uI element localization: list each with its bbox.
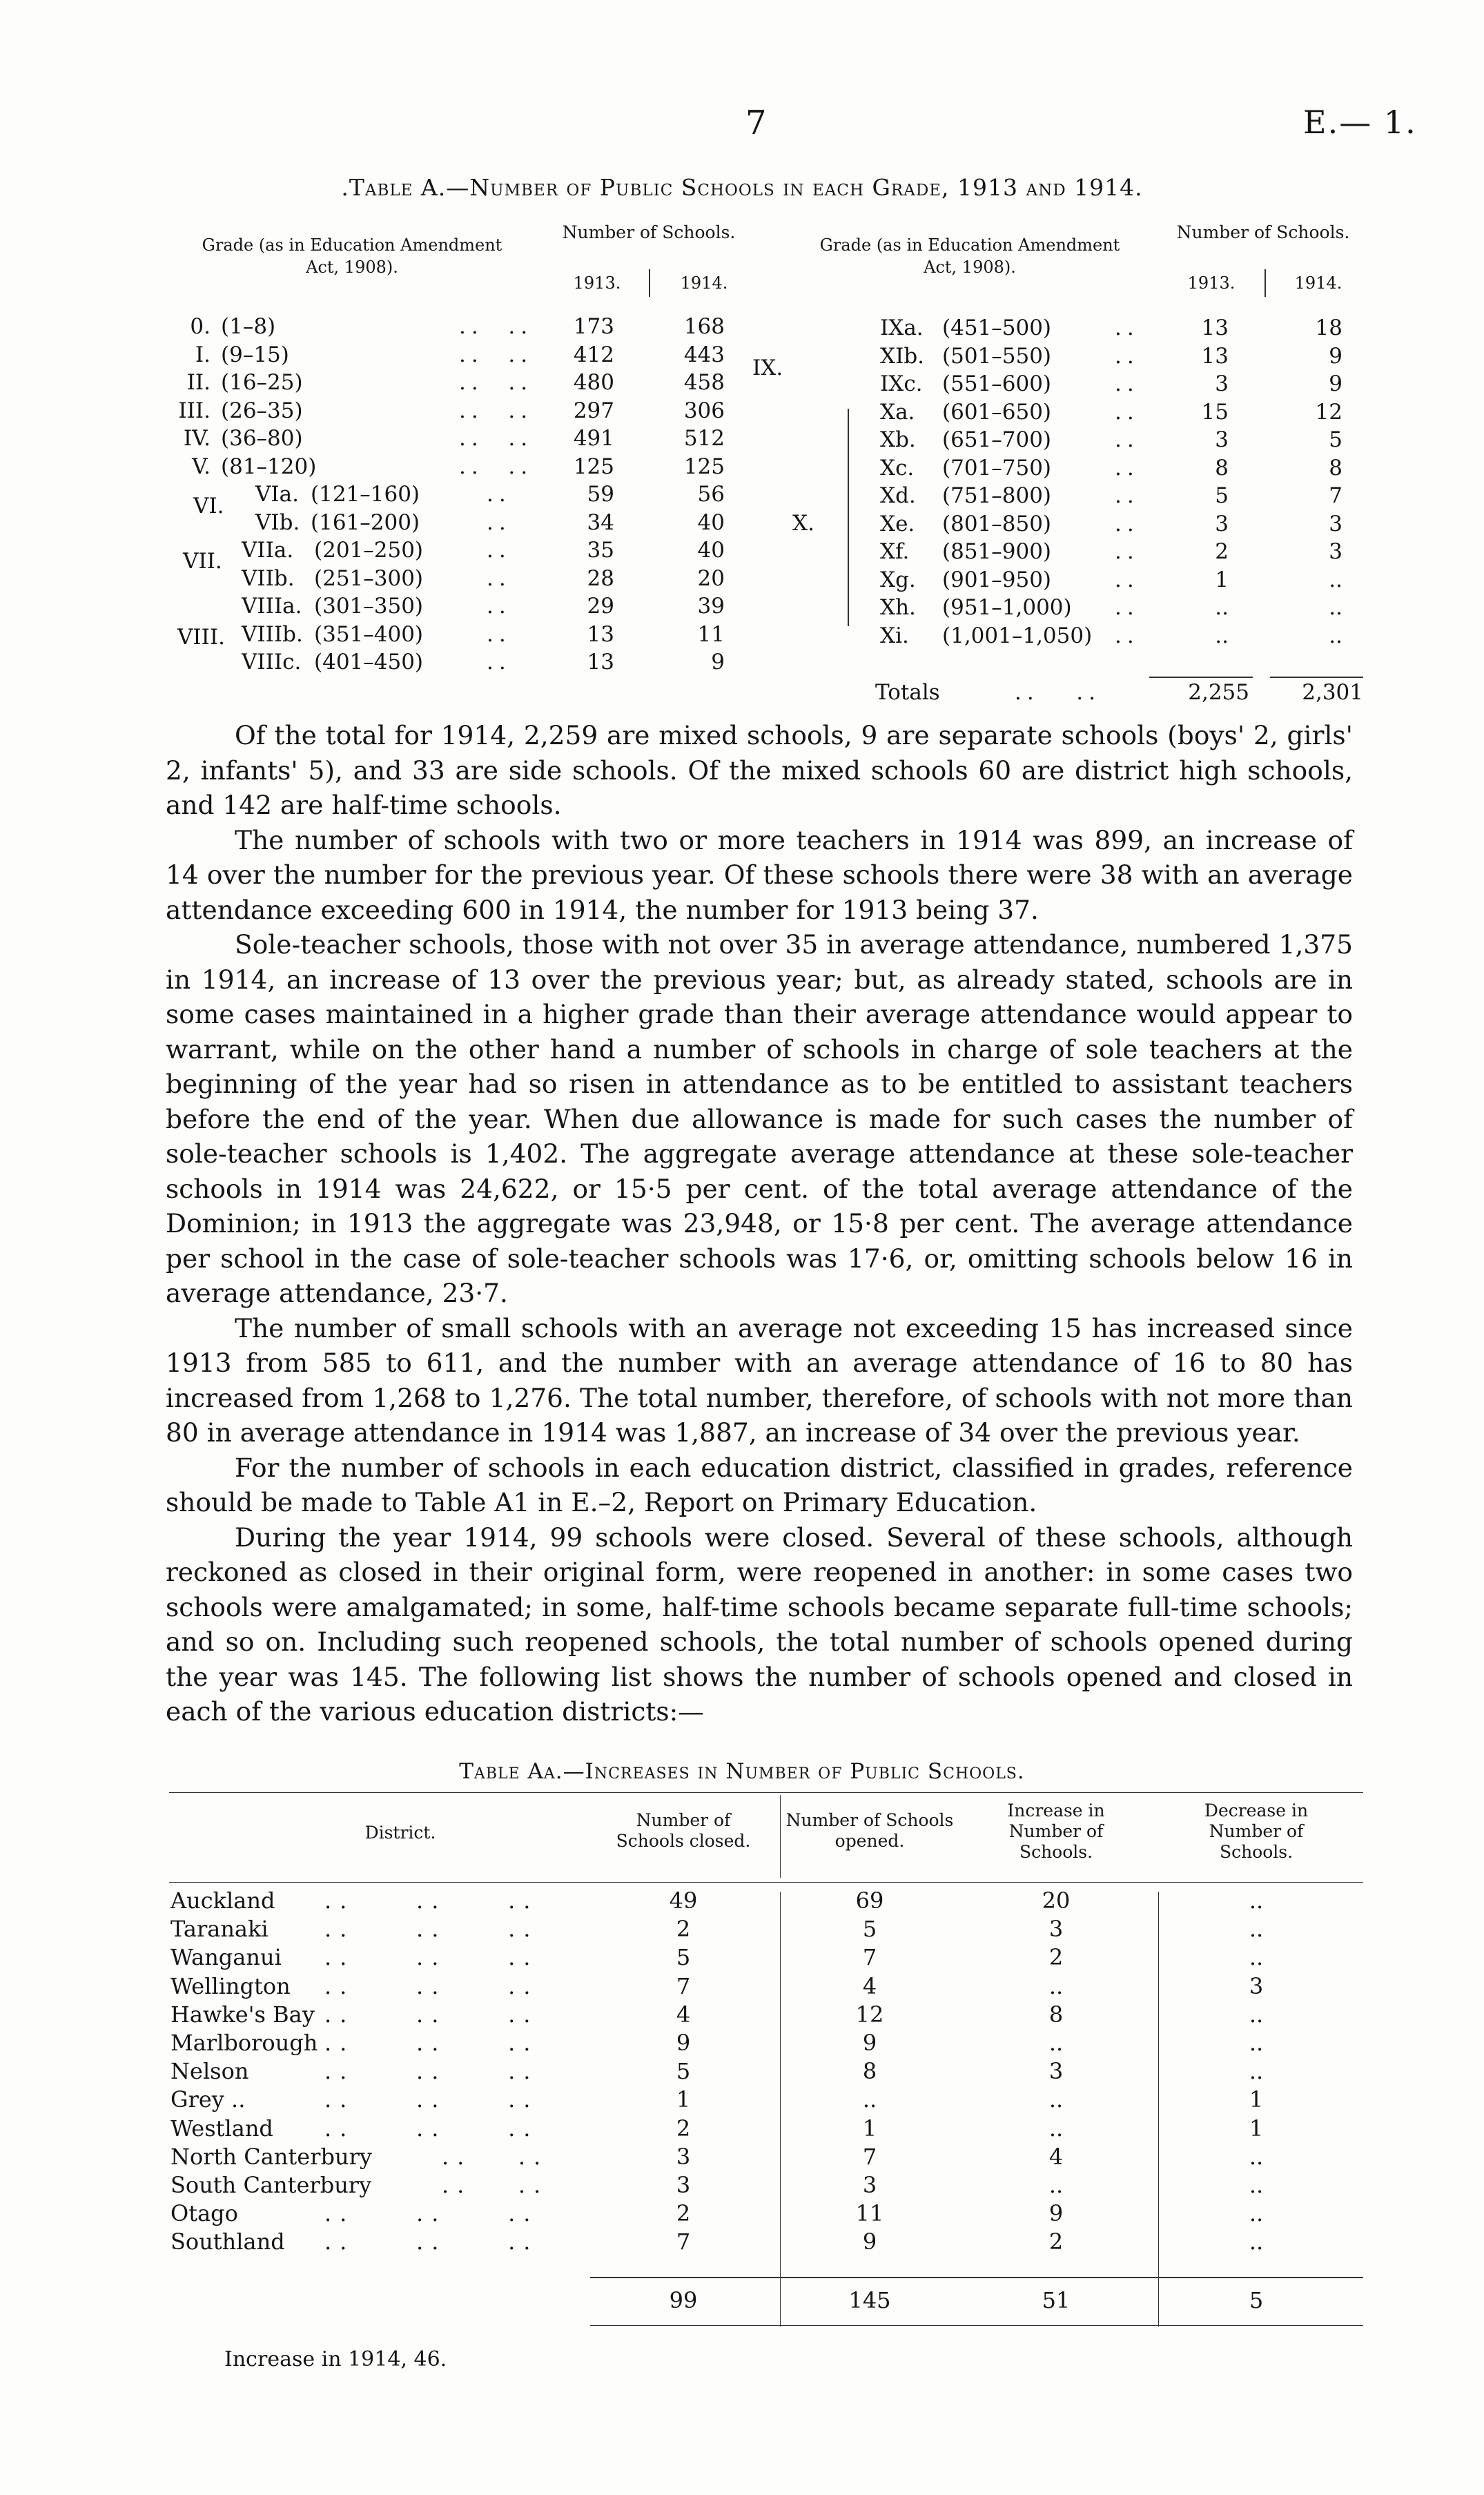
schools-increase: 2 bbox=[1048, 1944, 1064, 1970]
count-1914: 512 bbox=[683, 426, 725, 451]
grade-sub: Xc. bbox=[880, 456, 915, 480]
leader-dots: .. bbox=[1115, 483, 1140, 508]
table-a-caption: .Table A.—Number of Public Schools in each Grade, 1913 and 1914. bbox=[341, 174, 1143, 201]
count-1913: 3 bbox=[1215, 427, 1229, 452]
schools-increase: .. bbox=[1048, 1973, 1064, 1999]
count-1913: 1 bbox=[1215, 567, 1229, 592]
count-1913: 125 bbox=[573, 454, 614, 479]
count-1913: 59 bbox=[587, 482, 614, 507]
count-1914: 306 bbox=[683, 398, 725, 423]
grade-sub: Xi. bbox=[880, 623, 909, 648]
grade-header-line2: Act, 1908). bbox=[306, 258, 398, 277]
leader-dots: .. .. bbox=[442, 2172, 549, 2198]
count-1913: 480 bbox=[573, 370, 614, 395]
leader-dots: .. .. .. bbox=[324, 2030, 539, 2056]
totals-rule-1913 bbox=[1149, 677, 1253, 678]
year-1914-left: 1914. bbox=[680, 273, 728, 293]
leader-dots: .. bbox=[1115, 512, 1140, 536]
schools-opened: 3 bbox=[862, 2172, 877, 2198]
schools-increase: 9 bbox=[1048, 2200, 1064, 2226]
schools-decrease: .. bbox=[1249, 2229, 1264, 2255]
leader-dots: .. bbox=[1115, 539, 1140, 564]
count-1914: 8 bbox=[1329, 456, 1343, 480]
district-name: Auckland bbox=[170, 1887, 275, 1914]
grade-numeral: 0. bbox=[190, 314, 211, 339]
year-1914-right: 1914. bbox=[1294, 273, 1343, 293]
schools-opened: 7 bbox=[862, 1944, 877, 1970]
count-1913: 412 bbox=[573, 342, 614, 367]
year-1913-left: 1913. bbox=[573, 273, 621, 293]
paragraph: During the year 1914, 99 schools were closed. Several of these schools, although reckoned as closed in their original form, were reopened in another: in some cases two schools were amalgamated; in some, half-time schools became separate full-time schools; and so on. Including such reopened schools, the total number of schools opened during the year was 145. The following list shows the number of schools opened and closed in each of the various education districts:— bbox=[166, 1522, 1353, 1727]
grade-range: (551–600) bbox=[942, 371, 1052, 396]
count-1914: .. bbox=[1329, 595, 1343, 620]
district-name: Marlborough bbox=[170, 2030, 318, 2056]
total-increase: 51 bbox=[1042, 2287, 1071, 2313]
count-1914: 9 bbox=[1329, 371, 1343, 396]
schools-increase: 3 bbox=[1048, 2058, 1064, 2084]
leader-dots: .. .. bbox=[459, 342, 534, 367]
leader-dots: .. bbox=[487, 510, 511, 535]
column-divider bbox=[780, 1892, 781, 2278]
grade-header-right-line2: Act, 1908). bbox=[924, 258, 1016, 277]
grade-range: (601–650) bbox=[942, 400, 1052, 425]
paragraph: The number of schools with two or more teachers in 1914 was 899, an increase of 14 over the number for the previous year. Of these schools there were 38 with an average attendance exceeding 600 in 1914, the number for 1913 being 37. bbox=[166, 824, 1353, 925]
count-1913: 3 bbox=[1215, 371, 1229, 396]
count-1914: 7 bbox=[1329, 483, 1343, 508]
header-bottom-rule bbox=[169, 1882, 1363, 1883]
leader-dots: .. .. bbox=[459, 314, 534, 339]
grade-sub: Xf. bbox=[880, 539, 910, 564]
leader-dots: .. bbox=[1115, 456, 1140, 480]
schools-closed: 2 bbox=[676, 1916, 691, 1942]
paragraph: For the number of schools in each education district, classified in grades, reference should be made to Table A1 in E.–2, Report on Primary Education. bbox=[166, 1452, 1353, 1517]
schools-opened: 12 bbox=[855, 2001, 884, 2028]
grade-sub: Xd. bbox=[880, 483, 916, 508]
schools-closed: 1 bbox=[676, 2086, 691, 2113]
grade-range: (81–120) bbox=[221, 454, 317, 479]
schools-decrease: .. bbox=[1249, 2001, 1264, 2028]
grade-numeral: III. bbox=[178, 398, 211, 423]
count-1913: 491 bbox=[573, 426, 614, 451]
total-opened: 145 bbox=[848, 2287, 891, 2313]
schools-opened: 1 bbox=[862, 2115, 877, 2142]
grade-range: (351–400) bbox=[314, 622, 424, 647]
header-opened: Number of Schools opened. bbox=[785, 1810, 954, 1851]
schools-increase: .. bbox=[1048, 2086, 1064, 2113]
schools-opened: 8 bbox=[862, 2058, 877, 2084]
grade-numeral: I. bbox=[195, 342, 211, 367]
count-1913: 297 bbox=[573, 398, 614, 423]
schools-increase: 8 bbox=[1048, 2001, 1064, 2028]
grade-sub: VIa. bbox=[255, 482, 299, 507]
schools-decrease: .. bbox=[1249, 2030, 1264, 2056]
grade-sub: Xe. bbox=[880, 512, 915, 536]
schools-decrease: .. bbox=[1249, 2200, 1264, 2226]
column-divider bbox=[780, 1795, 781, 1878]
year-1913-right: 1913. bbox=[1187, 273, 1236, 293]
schools-opened: .. bbox=[862, 2086, 877, 2113]
count-1914: 168 bbox=[683, 314, 725, 339]
total-decrease: 5 bbox=[1249, 2287, 1264, 2313]
grade-sub: Xa. bbox=[880, 400, 915, 425]
grade-range: (1–8) bbox=[221, 314, 276, 339]
count-1913: .. bbox=[1215, 623, 1229, 648]
schools-decrease: .. bbox=[1249, 1916, 1264, 1942]
count-1914: 5 bbox=[1329, 427, 1343, 452]
totals-rule bbox=[590, 2277, 1363, 2278]
leader-dots: .. bbox=[1115, 315, 1140, 340]
grade-range: (901–950) bbox=[942, 567, 1052, 592]
grade-sub: Xb. bbox=[880, 427, 916, 452]
leader-dots: .. bbox=[1115, 371, 1140, 396]
leader-dots: .. bbox=[1115, 623, 1140, 648]
grade-range: (201–250) bbox=[314, 538, 424, 563]
column-divider bbox=[1158, 2278, 1159, 2327]
count-1913: 2 bbox=[1215, 539, 1229, 564]
header-decrease: Decrease in Number of Schools. bbox=[1204, 1800, 1309, 1862]
count-1913: 35 bbox=[587, 538, 614, 563]
leader-dots: .. bbox=[1115, 344, 1140, 369]
grade-range: (851–900) bbox=[942, 539, 1052, 564]
leader-dots: .. bbox=[487, 594, 511, 619]
leader-dots: .. .. bbox=[459, 370, 534, 395]
schools-opened: 69 bbox=[855, 1887, 884, 1914]
column-divider bbox=[780, 2278, 781, 2327]
schools-opened: 11 bbox=[855, 2200, 884, 2226]
grade-range: (501–550) bbox=[942, 344, 1052, 369]
schools-closed: 2 bbox=[676, 2115, 691, 2142]
grade-range: (451–500) bbox=[942, 315, 1052, 340]
count-1913: 28 bbox=[587, 566, 614, 591]
leader-dots: .. .. bbox=[1015, 680, 1101, 705]
count-1914: .. bbox=[1329, 567, 1343, 592]
schools-decrease: .. bbox=[1249, 2058, 1264, 2084]
schools-increase: 3 bbox=[1048, 1916, 1064, 1942]
number-header-left: Number of Schools. bbox=[562, 222, 736, 242]
leader-dots: .. .. .. bbox=[324, 1887, 539, 1914]
grade-range: (9–15) bbox=[221, 342, 289, 367]
schools-closed: 49 bbox=[669, 1887, 698, 1914]
schools-decrease: .. bbox=[1249, 1944, 1264, 1970]
count-1914: 40 bbox=[697, 538, 725, 563]
leader-dots: .. bbox=[1115, 427, 1140, 452]
group-label-viii: VIII. bbox=[177, 625, 225, 650]
grade-range: (161–200) bbox=[311, 510, 420, 535]
grade-numeral: II. bbox=[186, 370, 211, 395]
schools-opened: 5 bbox=[862, 1916, 877, 1942]
count-1914: 3 bbox=[1329, 512, 1343, 536]
divider bbox=[649, 269, 650, 297]
leader-dots: .. .. bbox=[459, 398, 534, 423]
leader-dots: .. bbox=[487, 650, 511, 674]
grade-sub: VIb. bbox=[255, 510, 300, 535]
schools-decrease: .. bbox=[1249, 2172, 1264, 2198]
count-1913: 34 bbox=[587, 510, 614, 535]
group-label-vii: VII. bbox=[183, 549, 222, 574]
grade-range: (701–750) bbox=[942, 456, 1052, 480]
header-increase: Increase in Number of Schools. bbox=[1007, 1800, 1105, 1862]
schools-increase: .. bbox=[1048, 2030, 1064, 2056]
grade-sub: VIIIa. bbox=[242, 594, 302, 619]
header-closed: Number of Schools closed. bbox=[616, 1810, 751, 1851]
schools-opened: 9 bbox=[862, 2229, 877, 2255]
grade-range: (121–160) bbox=[311, 482, 420, 507]
schools-closed: 5 bbox=[676, 1944, 691, 1970]
leader-dots: .. bbox=[487, 538, 511, 563]
grade-numeral: V. bbox=[192, 454, 211, 479]
grade-range: (16–25) bbox=[221, 370, 303, 395]
count-1914: 18 bbox=[1315, 315, 1343, 340]
district-name: Otago bbox=[170, 2200, 238, 2226]
schools-decrease: .. bbox=[1249, 2144, 1264, 2170]
paragraph: Of the total for 1914, 2,259 are mixed schools, 9 are separate schools (boys' 2, girls' 2, infants' 5), and 33 are side schools. Of the mixed schools 60 are district high schools, and 142 are half-time schools. bbox=[166, 720, 1353, 820]
schools-decrease: .. bbox=[1249, 1887, 1264, 1914]
totals-1914: 2,301 bbox=[1302, 680, 1363, 705]
schools-increase: 20 bbox=[1042, 1887, 1071, 1914]
count-1913: 13 bbox=[587, 650, 614, 674]
document-code: E.— 1. bbox=[1303, 104, 1417, 141]
totals-1913: 2,255 bbox=[1188, 680, 1249, 705]
leader-dots: .. bbox=[487, 622, 511, 647]
grade-range: (251–300) bbox=[314, 566, 424, 591]
grade-range: (751–800) bbox=[942, 483, 1052, 508]
schools-decrease: 1 bbox=[1249, 2115, 1264, 2142]
leader-dots: .. .. .. bbox=[324, 2086, 539, 2113]
count-1913: 3 bbox=[1215, 512, 1229, 536]
grade-range: (1,001–1,050) bbox=[942, 623, 1093, 648]
count-1914: 9 bbox=[711, 650, 725, 674]
table-aa-caption: Table Aa.—Increases in Number of Public Schools. bbox=[459, 1759, 1025, 1784]
schools-closed: 9 bbox=[676, 2030, 691, 2056]
leader-dots: .. .. bbox=[459, 454, 534, 479]
schools-opened: 7 bbox=[862, 2144, 877, 2170]
grade-sub: Xg. bbox=[880, 567, 916, 592]
leader-dots: .. .. bbox=[459, 426, 534, 451]
leader-dots: .. .. .. bbox=[324, 1944, 539, 1970]
header-district: District. bbox=[364, 1823, 436, 1843]
count-1914: 12 bbox=[1315, 400, 1343, 425]
table-bottom-rule bbox=[590, 2325, 1363, 2326]
count-1914: 443 bbox=[683, 342, 725, 367]
schools-closed: 4 bbox=[676, 2001, 691, 2028]
grade-sub: IXc. bbox=[880, 371, 923, 396]
count-1914: 458 bbox=[683, 370, 725, 395]
grade-sub: VIIIc. bbox=[242, 650, 302, 674]
count-1914: 9 bbox=[1329, 344, 1343, 369]
grade-sub: Xh. bbox=[880, 595, 916, 620]
schools-closed: 3 bbox=[676, 2144, 691, 2170]
count-1913: 5 bbox=[1215, 483, 1229, 508]
leader-dots: .. bbox=[1115, 567, 1140, 592]
leader-dots: .. bbox=[487, 482, 511, 507]
group-label-vi: VI. bbox=[193, 494, 224, 518]
count-1914: 56 bbox=[697, 482, 725, 507]
grade-range: (801–850) bbox=[942, 512, 1052, 536]
schools-closed: 7 bbox=[676, 1973, 691, 1999]
count-1913: 15 bbox=[1201, 400, 1229, 425]
leader-dots: .. .. bbox=[442, 2144, 549, 2170]
district-name: Nelson bbox=[170, 2058, 249, 2084]
column-divider bbox=[1158, 1892, 1159, 2278]
grade-sub: XIb. bbox=[880, 344, 925, 369]
paragraph: Sole-teacher schools, those with not over 35 in average attendance, numbered 1,375 in 1914, an increase of 13 over the previous year; but, as already stated, schools are in some cases maintained in a higher grade than their average attendance would appear to warrant, while on the other hand a number of schools in charge of sole teachers at the beginning of the year had so risen in attendance as to be entitled to assistant teachers before the end of the year. When due allowance is made for such cases the number of sole-teacher schools is 1,402. The aggregate average attendance at these sole-teacher schools in 1914 was 24,622, or 15·5 per cent. of the total average attendance of the Dominion; in 1913 the aggregate was 23,948, or 15·8 per cent. The average attendance per school in the case of sole-teacher schools was 17·6, or, omitting schools below 16 in average attendance, 23·7. bbox=[166, 929, 1353, 1308]
count-1913: 13 bbox=[1201, 315, 1229, 340]
district-name: Hawke's Bay bbox=[170, 2001, 315, 2028]
group-label-x: X. bbox=[792, 511, 814, 536]
leader-dots: .. .. .. bbox=[324, 2058, 539, 2084]
district-name: South Canterbury bbox=[170, 2172, 372, 2198]
schools-increase: 2 bbox=[1048, 2229, 1064, 2255]
grade-range: (301–350) bbox=[314, 594, 424, 619]
leader-dots: .. .. .. bbox=[324, 2001, 539, 2028]
leader-dots: .. .. .. bbox=[324, 2229, 539, 2255]
district-name: Taranaki bbox=[170, 1916, 269, 1942]
district-name: Grey .. bbox=[170, 2086, 246, 2113]
bracket-x bbox=[848, 409, 849, 626]
schools-closed: 7 bbox=[676, 2229, 691, 2255]
group-label-ix: IX. bbox=[752, 356, 783, 380]
district-name: North Canterbury bbox=[170, 2144, 372, 2170]
totals-label: Totals bbox=[875, 680, 940, 705]
grade-header-line1: Grade (as in Education Amendment bbox=[202, 235, 502, 255]
count-1914: 40 bbox=[697, 510, 725, 535]
schools-increase: .. bbox=[1048, 2172, 1064, 2198]
district-name: Wellington bbox=[170, 1973, 291, 1999]
totals-rule-1914 bbox=[1270, 677, 1363, 678]
total-closed: 99 bbox=[669, 2287, 698, 2313]
grade-range: (651–700) bbox=[942, 427, 1052, 452]
grade-sub: VIIb. bbox=[242, 566, 295, 591]
grade-range: (26–35) bbox=[221, 398, 303, 423]
number-header-right: Number of Schools. bbox=[1176, 222, 1350, 242]
count-1914: 39 bbox=[697, 594, 725, 619]
schools-closed: 3 bbox=[676, 2172, 691, 2198]
schools-decrease: 1 bbox=[1249, 2086, 1264, 2113]
grade-range: (401–450) bbox=[314, 650, 424, 674]
table-top-rule bbox=[169, 1792, 1363, 1793]
grade-sub: IXa. bbox=[880, 315, 924, 340]
leader-dots: .. .. .. bbox=[324, 1916, 539, 1942]
schools-decrease: 3 bbox=[1249, 1973, 1264, 1999]
paragraph: The number of small schools with an average not exceeding 15 has increased since 1913 from 585 to 611, and the number with an average attendance of 16 to 80 has increased from 1,268 to 1,276. The total number, therefore, of schools with not more than 80 in average attendance in 1914 was 1,887, an increase of 34 over the previous year. bbox=[166, 1312, 1353, 1448]
district-name: Westland bbox=[170, 2115, 273, 2142]
count-1913: 29 bbox=[587, 594, 614, 619]
count-1914: 125 bbox=[683, 454, 725, 479]
schools-increase: .. bbox=[1048, 2115, 1064, 2142]
count-1914: 20 bbox=[697, 566, 725, 591]
grade-sub: VIIa. bbox=[242, 538, 294, 563]
grade-sub: VIIIb. bbox=[242, 622, 303, 647]
grade-range: (36–80) bbox=[221, 426, 303, 451]
count-1913: .. bbox=[1215, 595, 1229, 620]
grade-numeral: IV. bbox=[183, 426, 211, 451]
grade-range: (951–1,000) bbox=[942, 595, 1072, 620]
divider bbox=[1265, 269, 1266, 297]
schools-opened: 9 bbox=[862, 2030, 877, 2056]
count-1914: 3 bbox=[1329, 539, 1343, 564]
schools-opened: 4 bbox=[862, 1973, 877, 1999]
footnote: Increase in 1914, 46. bbox=[224, 2347, 447, 2371]
leader-dots: .. bbox=[1115, 595, 1140, 620]
count-1913: 8 bbox=[1215, 456, 1229, 480]
district-name: Southland bbox=[170, 2229, 285, 2255]
count-1914: 11 bbox=[697, 622, 725, 647]
schools-increase: 4 bbox=[1048, 2144, 1064, 2170]
body-text bbox=[166, 718, 1353, 1729]
schools-closed: 5 bbox=[676, 2058, 691, 2084]
leader-dots: .. .. .. bbox=[324, 2200, 539, 2226]
district-name: Wanganui bbox=[170, 1944, 282, 1970]
count-1913: 13 bbox=[587, 622, 614, 647]
count-1913: 13 bbox=[1201, 344, 1229, 369]
leader-dots: .. .. .. bbox=[324, 1973, 539, 1999]
page-number: 7 bbox=[745, 104, 767, 142]
leader-dots: .. .. .. bbox=[324, 2115, 539, 2142]
count-1913: 173 bbox=[573, 314, 614, 339]
leader-dots: .. bbox=[1115, 400, 1140, 425]
schools-closed: 2 bbox=[676, 2200, 691, 2226]
leader-dots: .. bbox=[487, 566, 511, 591]
grade-header-right-line1: Grade (as in Education Amendment bbox=[819, 235, 1120, 255]
count-1914: .. bbox=[1329, 623, 1343, 648]
